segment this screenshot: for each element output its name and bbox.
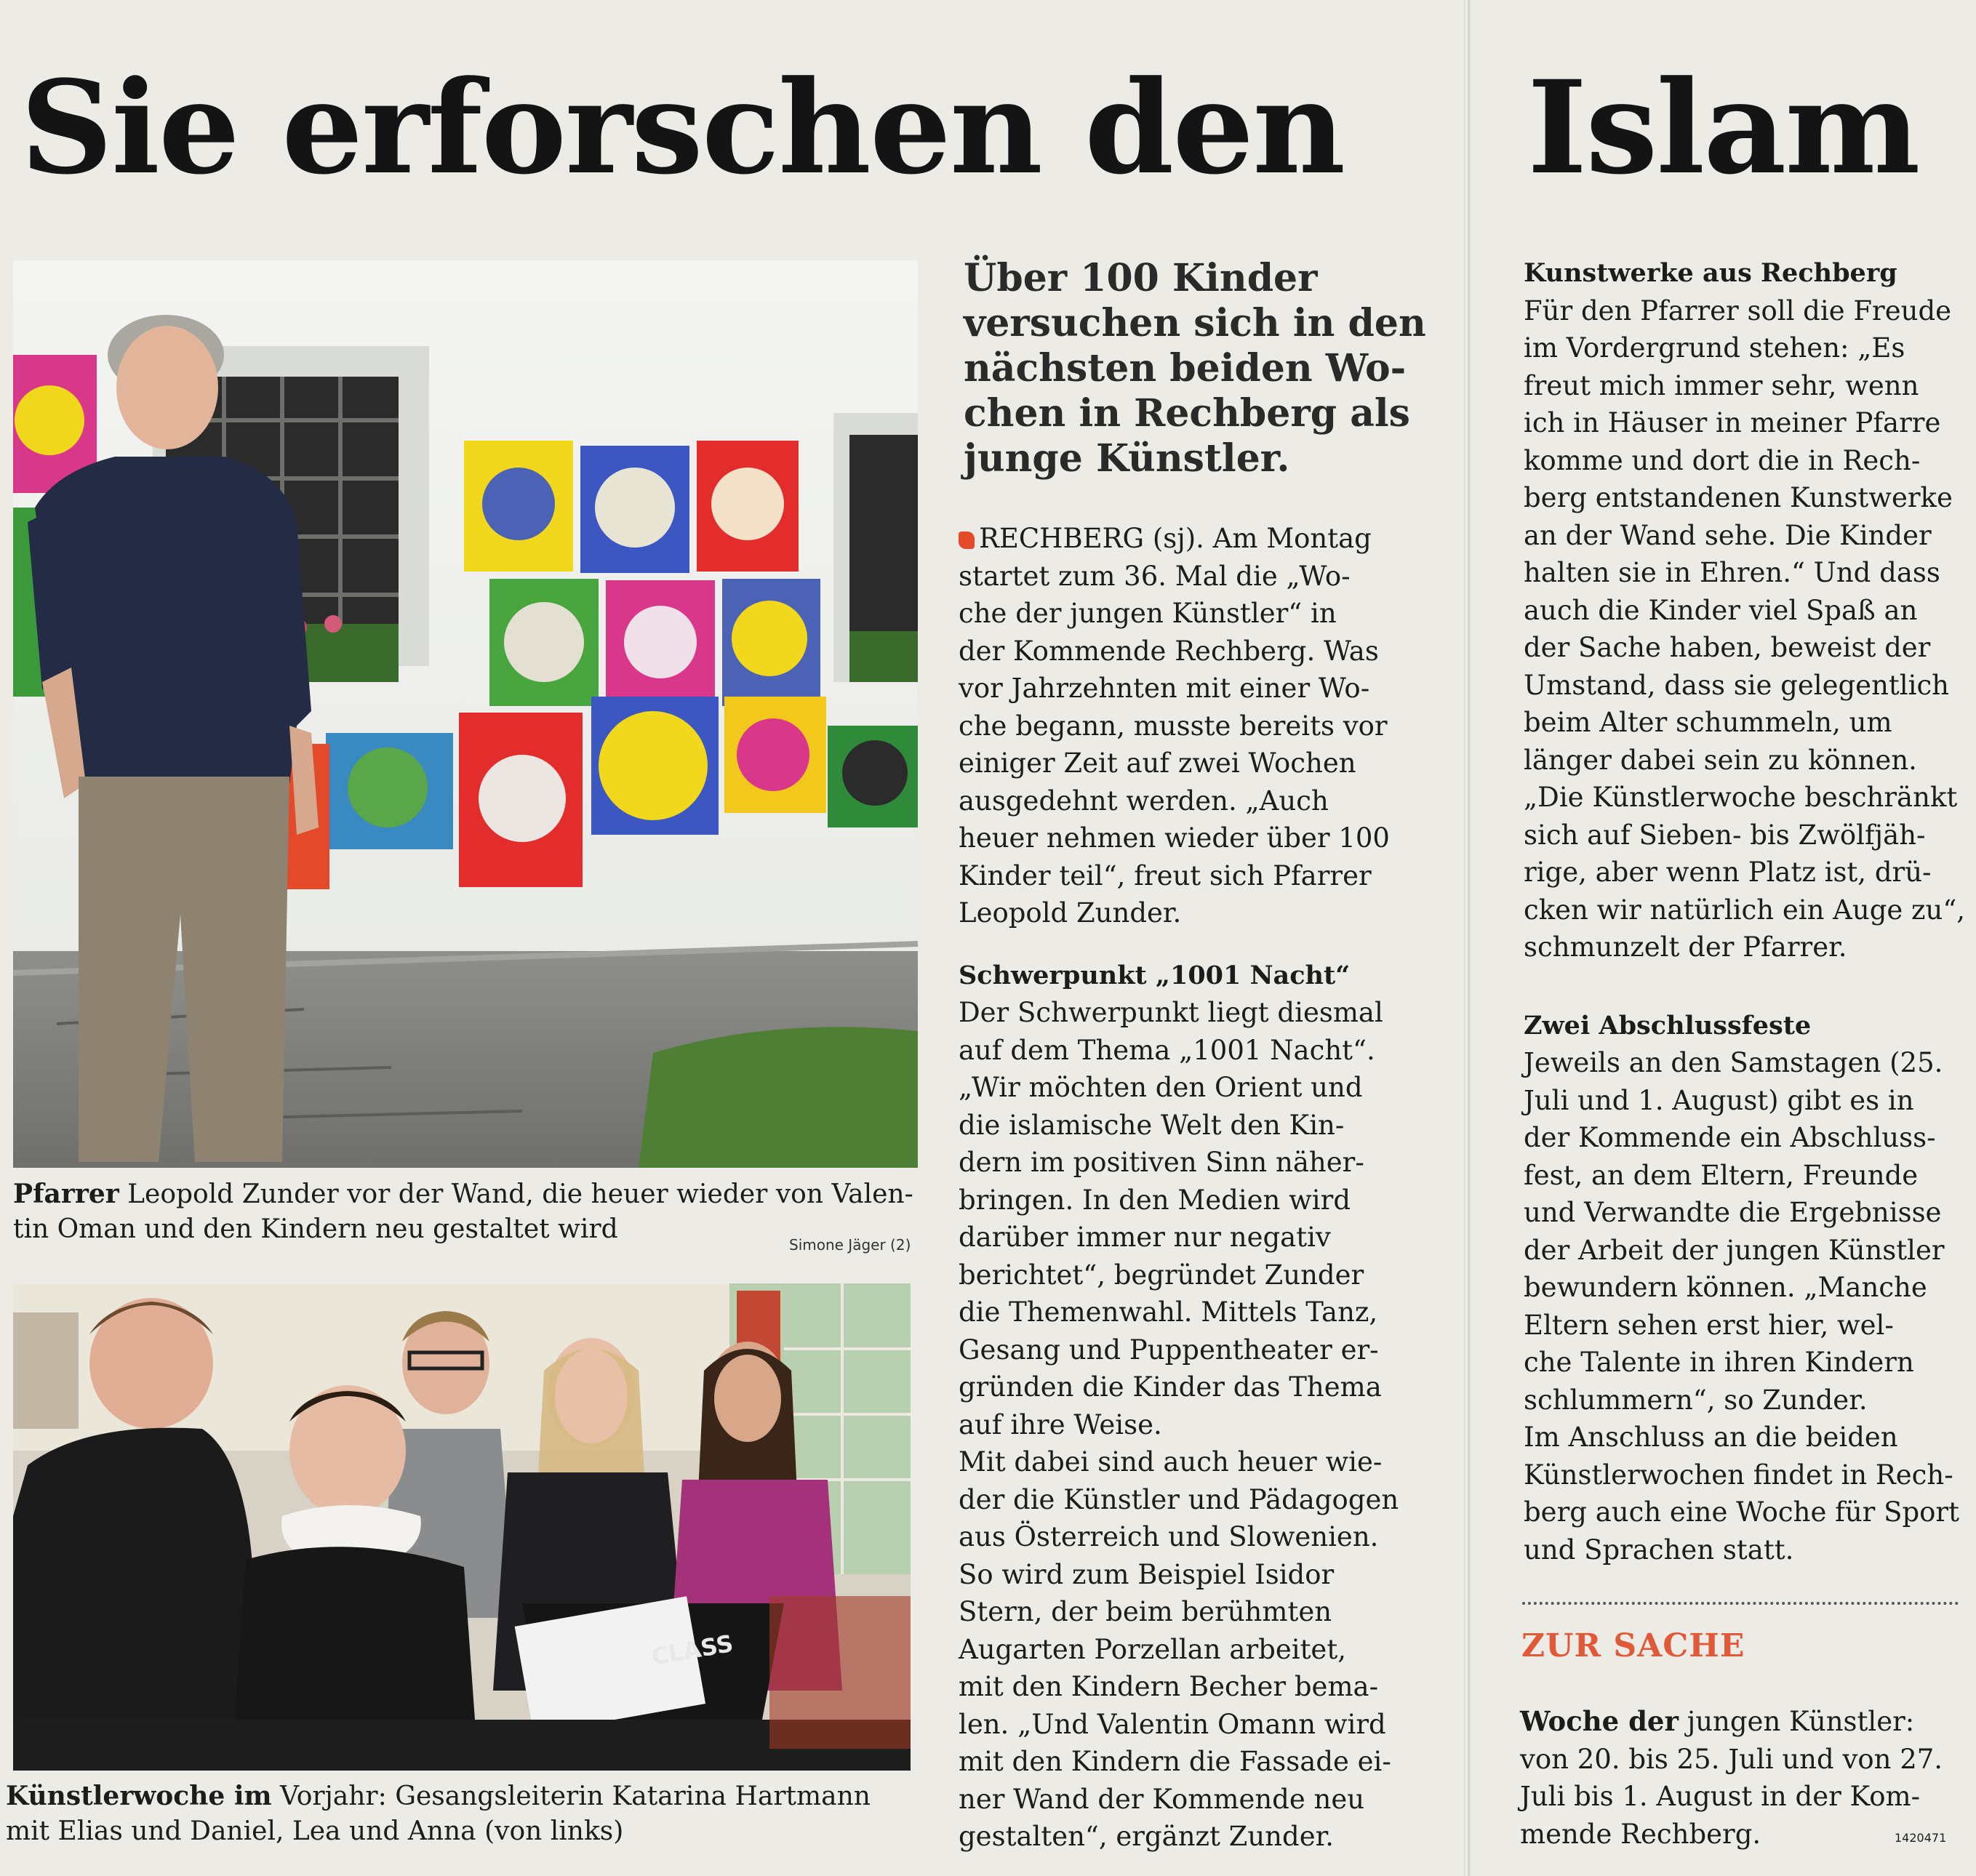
- body-line: im Vordergrund stehen: „Es: [1524, 332, 1905, 364]
- body-line: Für den Pfarrer soll die Freude: [1524, 294, 1952, 326]
- body-line: Kinder teil“, freut sich Pfarrer: [959, 859, 1372, 891]
- body-line: Eltern sehen erst hier, wel-: [1524, 1309, 1894, 1341]
- body-line: che begann, musste bereits vor: [959, 710, 1388, 742]
- body-line: vor Jahrzehnten mit einer Wo-: [959, 673, 1370, 704]
- photo-singing-children: [13, 1283, 911, 1771]
- body-line: berg auch eine Woche für Sport: [1524, 1496, 1959, 1528]
- body-line: „Die Künstlerwoche beschränkt: [1524, 782, 1958, 813]
- lead-line: versuchen sich in den: [964, 301, 1426, 345]
- body-line: Jeweils an den Samstagen (25.: [1524, 1047, 1943, 1078]
- page-fold: [1464, 0, 1470, 1876]
- photo2-caption: [6, 1779, 871, 1849]
- body-line: schlummern“, so Zunder.: [1524, 1384, 1868, 1416]
- photo1-caption-bold: Pfarrer: [13, 1179, 119, 1209]
- body-line: Der Schwerpunkt liegt diesmal: [959, 997, 1383, 1028]
- body-line: Juli und 1. August) gibt es in: [1524, 1084, 1914, 1116]
- photo1-caption-line1: [13, 1176, 913, 1212]
- photo-pastor-wall-image: [13, 260, 918, 1168]
- spacer: [1524, 966, 1960, 1007]
- body-line: der Kommende Rechberg. Was: [959, 635, 1379, 667]
- body-line: gestalten“, ergänzt Zunder.: [959, 1821, 1334, 1852]
- body-line: So wird zum Beispiel Isidor: [959, 1558, 1335, 1590]
- photo1-caption-line2: tin Oman und den Kindern neu gestaltet wird: [13, 1214, 618, 1244]
- body-line: fest, an dem Eltern, Freunde: [1524, 1159, 1919, 1191]
- photo-singing-children-image: [13, 1283, 911, 1771]
- body-line: berg entstandenen Kunstwerke: [1524, 482, 1953, 513]
- body-line: mit den Kindern die Fassade ei-: [959, 1746, 1391, 1777]
- body-line: schmunzelt der Pfarrer.: [1524, 931, 1847, 963]
- photo1-caption: [13, 1176, 913, 1247]
- body-line: Mit dabei sind auch heuer wie-: [959, 1446, 1383, 1478]
- body-line: che der jungen Künstler“ in: [959, 598, 1337, 629]
- body-line: Künstlerwochen findet in Rech-: [1524, 1459, 1953, 1491]
- section-bullet-icon: [959, 532, 975, 549]
- body-line: bewundern können. „Manche: [1524, 1272, 1927, 1303]
- zur-sache-bold: Woche der: [1520, 1705, 1679, 1737]
- body-line: dern im positiven Sinn näher-: [959, 1147, 1364, 1178]
- lead-line: Über 100 Kinder: [964, 256, 1318, 300]
- photo2-caption-text1: Vorjahr: Gesangsleiterin Katarina Hartmann: [271, 1781, 871, 1811]
- lead-line: chen in Rechberg als: [964, 391, 1410, 436]
- body-line: heuer nehmen wieder über 100: [959, 822, 1390, 854]
- zur-sache-line2: von 20. bis 25. Juli und von 27.: [1520, 1743, 1943, 1775]
- body-line: sich auf Sieben- bis Zwölfjäh-: [1524, 819, 1926, 851]
- body-line: länger dabei sein zu können.: [1524, 744, 1917, 776]
- body-line: ich in Häuser in meiner Pfarre: [1524, 407, 1941, 438]
- body-line: gründen die Kinder das Thema: [959, 1371, 1382, 1403]
- body-line: Umstand, dass sie gelegentlich: [1524, 669, 1949, 701]
- subhead-schwerpunkt: Schwerpunkt „1001 Nacht“: [959, 960, 1351, 990]
- body-line: che Talente in ihren Kindern: [1524, 1347, 1914, 1378]
- headline-left: Sie erforschen den: [20, 52, 1345, 203]
- subhead-kunstwerke: Kunstwerke aus Rechberg: [1524, 258, 1897, 288]
- body-line: auf dem Thema „1001 Nacht“.: [959, 1034, 1375, 1066]
- body-line: und Verwandte die Ergebnisse: [1524, 1197, 1942, 1228]
- body-line: Augarten Porzellan arbeitet,: [959, 1633, 1346, 1665]
- headline-right: Islam: [1527, 52, 1919, 203]
- body-line: der Sache haben, beweist der: [1524, 632, 1931, 663]
- photo2-caption-bold: Künstlerwoche im: [6, 1781, 272, 1811]
- body-line: auch die Kinder viel Spaß an: [1524, 594, 1918, 626]
- body-line: Stern, der beim berühmten: [959, 1596, 1332, 1627]
- zur-sache-line4: mende Rechberg.: [1520, 1818, 1761, 1850]
- zur-sache-divider: [1522, 1602, 1959, 1605]
- body-line: RECHBERG (sj). Am Montag: [959, 520, 1395, 558]
- body-line: Im Anschluss an die beiden: [1524, 1422, 1898, 1453]
- body-line: die Themenwahl. Mittels Tanz,: [959, 1296, 1378, 1328]
- photo2-caption-line1: [6, 1779, 871, 1814]
- zur-sache-line1: Woche der jungen Künstler:: [1520, 1705, 1915, 1737]
- body-line: ausgedehnt werden. „Auch: [959, 785, 1329, 817]
- zur-sache-line3: Juli bis 1. August in der Kom-: [1520, 1781, 1921, 1812]
- body-line: freut mich immer sehr, wenn: [1524, 369, 1919, 401]
- body-line: darüber immer nur negativ: [959, 1222, 1331, 1253]
- middle-column: [959, 520, 1399, 1856]
- body-line: ner Wand der Kommende neu: [959, 1783, 1365, 1815]
- zur-sache-title: ZUR SACHE: [1521, 1627, 1745, 1664]
- body-line: berichtet“, begründet Zunder: [959, 1259, 1364, 1291]
- body-line: komme und dort die in Rech-: [1524, 444, 1921, 476]
- body-line: bringen. In den Medien wird: [959, 1184, 1351, 1216]
- photo-pastor-wall: [13, 260, 918, 1168]
- body-line: startet zum 36. Mal die „Wo-: [959, 560, 1351, 592]
- body-line: an der Wand sehe. Die Kinder: [1524, 519, 1932, 551]
- body-line: beim Alter schummeln, um: [1524, 707, 1892, 738]
- subhead-abschlussfeste: Zwei Abschlussfeste: [1524, 1010, 1812, 1041]
- article-reference-number: 1420471: [1895, 1831, 1947, 1845]
- lead-line: nächsten beiden Wo-: [964, 346, 1407, 390]
- body-line: aus Österreich und Slowenien.: [959, 1521, 1379, 1552]
- body-line: und Sprachen statt.: [1524, 1534, 1794, 1566]
- music-sheet-label: CLASS: [649, 1629, 735, 1671]
- body-line: einiger Zeit auf zwei Wochen: [959, 747, 1356, 779]
- body-line: Gesang und Puppentheater er-: [959, 1334, 1379, 1366]
- body-line: auf ihre Weise.: [959, 1408, 1162, 1440]
- photo-credit: Simone Jäger (2): [789, 1236, 911, 1254]
- body-line: len. „Und Valentin Omann wird: [959, 1708, 1386, 1740]
- body-line: der die Künstler und Pädagogen: [959, 1483, 1399, 1515]
- lead-line: junge Künstler.: [964, 436, 1290, 481]
- body-line: cken wir natürlich ein Auge zu“,: [1524, 894, 1966, 926]
- body-line: der Kommende ein Abschluss-: [1524, 1122, 1936, 1153]
- photo1-caption-text1: Leopold Zunder vor der Wand, die heuer wieder von Valen-: [119, 1179, 913, 1209]
- body-line: rige, aber wenn Platz ist, drü-: [1524, 857, 1932, 888]
- spacer: [959, 932, 1395, 957]
- body-line: mit den Kindern Becher bema-: [959, 1671, 1379, 1702]
- photo2-caption-line2: mit Elias und Daniel, Lea und Anna (von links): [6, 1816, 624, 1846]
- right-column: [1524, 254, 1966, 1568]
- body-line: halten sie in Ehren.“ Und dass: [1524, 557, 1940, 588]
- body-line: der Arbeit der jungen Künstler: [1524, 1234, 1945, 1266]
- body-line: Leopold Zunder.: [959, 897, 1182, 929]
- article-lead: [964, 256, 1426, 481]
- body-line: die islamische Welt den Kin-: [959, 1109, 1345, 1141]
- body-line: „Wir möchten den Orient und: [959, 1072, 1363, 1103]
